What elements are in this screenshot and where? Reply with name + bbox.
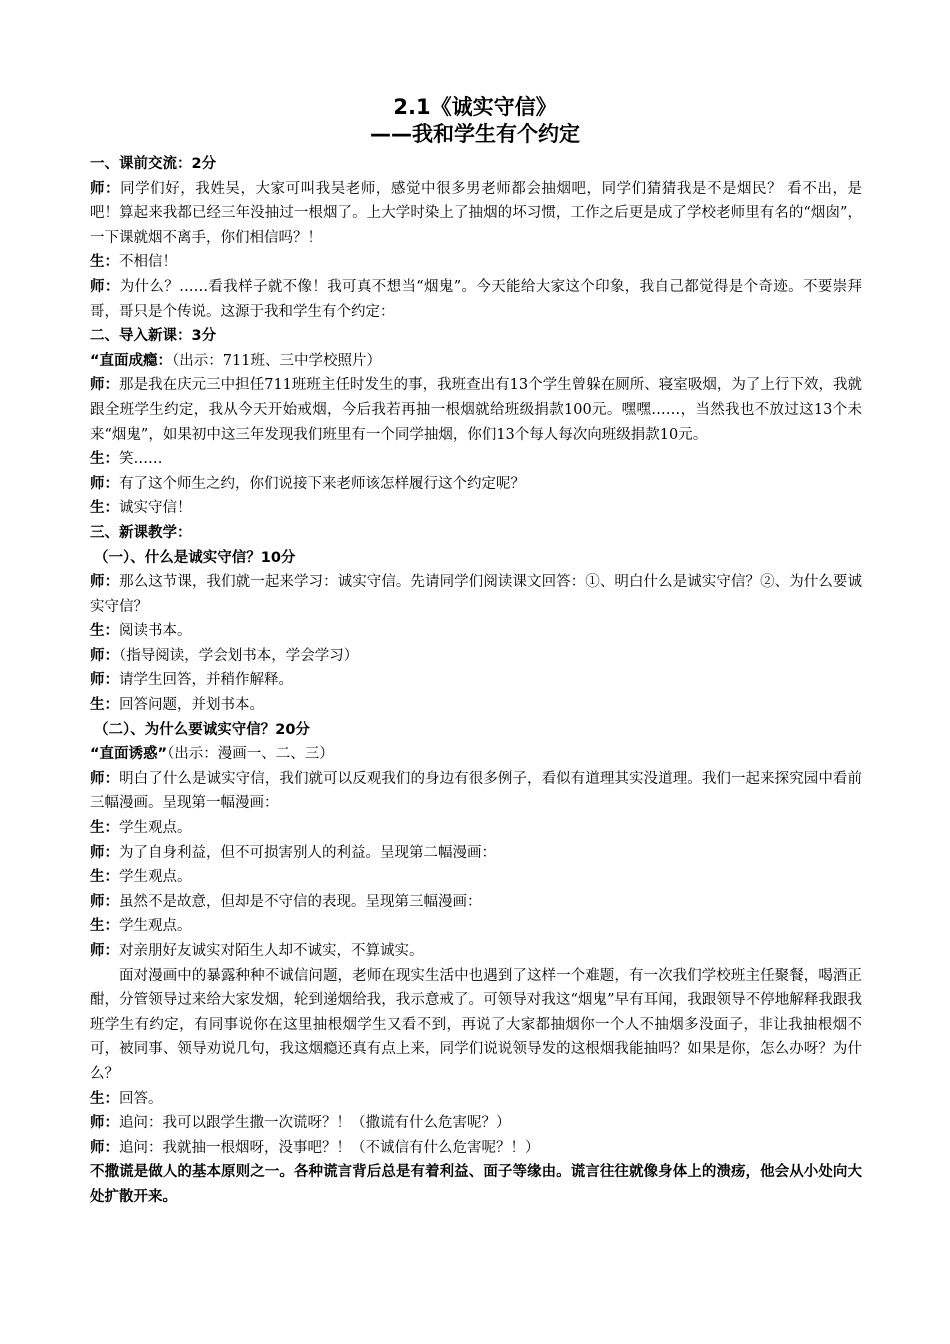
line-text: （指导阅读，学会划书本，学会学习） [119, 647, 359, 664]
speaker-student: 生： [90, 697, 119, 714]
speaker-teacher: 师： [90, 672, 119, 689]
dialogue-line [90, 1111, 862, 1136]
speaker-teacher: 师： [90, 893, 119, 910]
speaker-teacher: 师： [90, 647, 119, 664]
line-text: 为了自身利益，但不可损害别人的利益。呈现第二幅漫画： [119, 844, 496, 861]
dialogue-line [90, 890, 862, 915]
speaker-teacher: 师： [90, 770, 120, 787]
line-text: 学生观点。 [119, 820, 192, 837]
line-text: 回答问题，并划书本。 [119, 697, 264, 714]
line-text: 有了这个师生之约，你们说接下来老师该怎样履行这个约定呢？ [119, 475, 525, 492]
speaker-teacher: 师： [90, 1115, 119, 1132]
line-text: 对亲朋好友诚实对陌生人却不诚实，不算诚实。 [119, 943, 424, 959]
line-text: 学生观点。 [119, 918, 192, 935]
speaker-student: 生： [90, 254, 119, 271]
line-text: 追问：我就抽一根烟呀，没事吧？！（不诚信有什么危害呢？！） [119, 1139, 540, 1156]
dialogue-line [90, 447, 862, 472]
subsection-heading-1: （一）、什么是诚实守信？10分 [94, 549, 296, 566]
dialogue-line [90, 668, 862, 693]
speaker-student: 生： [90, 623, 119, 640]
narrative-paragraph: 面对漫画中的暴露种种不诚信问题，老师在现实生活中也遇到了这样一个难题，有一次我们学校班主任聚餐，喝酒正酣，分管领导过来给大家发烟，轮到递烟给我，我示意戒了。可领导对我这“烟鬼”早有耳闻，我跟领导不停地解释我跟我班学生有约定，有同事说你在这里抽根烟学生又看不到，再说了大家都抽烟你一个人不抽烟多没面子，非让我抽根烟不可，被同事、领导劝说几句，我这烟瘾还真有点上来，同学们说说领导发的这根烟我能抽吗？如果是你，怎么办呀？为什么？ [90, 967, 862, 1082]
activity-line [90, 742, 862, 767]
dialogue-line [90, 472, 862, 497]
speaker-student: 生： [90, 869, 119, 886]
speaker-teacher: 师： [90, 943, 119, 959]
speaker-student: 生： [90, 820, 119, 837]
subsection-heading-2: （二）、为什么要诚实守信？20分 [94, 721, 310, 738]
activity-title: “直面诱惑” [90, 746, 168, 763]
activity-note: （出示：711班、三中学校照片） [172, 352, 381, 369]
speaker-student: 生： [90, 451, 119, 468]
speaker-teacher: 师： [90, 278, 120, 295]
dialogue-line [90, 865, 862, 890]
speaker-teacher: 师： [90, 574, 120, 591]
speaker-student: 生： [90, 1090, 119, 1107]
dialogue-line [90, 1087, 862, 1112]
line-text: 学生观点。 [119, 869, 192, 886]
dialogue-line [90, 177, 862, 251]
line-text: 不相信！ [119, 254, 177, 271]
document-title: 2.1《诚实守信》 [393, 95, 557, 119]
speaker-student: 生： [90, 500, 119, 517]
dialogue-line [90, 914, 862, 939]
section-heading-1: 一、课前交流：2分 [90, 156, 217, 172]
dialogue-line [90, 939, 862, 964]
line-text: 明白了什么是诚实守信，我们就可以反观我们的身边有很多例子，看似有道理其实没道理。我们一起来探究园中看前三幅漫画。呈现第一幅漫画： [90, 770, 863, 812]
dialogue-line [90, 693, 862, 718]
dialogue-line [90, 644, 862, 669]
conclusion-paragraph: 不撒谎是做人的基本原则之一。各种谎言背后总是有着利益、面子等缘由。谎言往往就像身体上的溃疡，他会从小处向大处扩散开来。 [90, 1164, 862, 1205]
dialogue-line [90, 250, 862, 275]
line-text: 请学生回答，并稍作解释。 [119, 672, 293, 689]
speaker-teacher: 师： [90, 475, 119, 492]
dialogue-line [90, 275, 862, 324]
dialogue-line [90, 1136, 862, 1161]
activity-note: （出示：漫画一、二、三） [167, 746, 334, 763]
line-text: 阅读书本。 [119, 623, 192, 640]
line-text: 笑…… [119, 451, 163, 468]
dialogue-line [90, 841, 862, 866]
speaker-teacher: 师： [90, 1139, 119, 1156]
activity-line [90, 349, 862, 374]
dialogue-line [90, 496, 862, 521]
document-body [90, 152, 862, 1210]
dialogue-line [90, 619, 862, 644]
dialogue-line [90, 816, 862, 841]
speaker-teacher: 师： [90, 844, 119, 861]
section-heading-3: 三、新课教学： [90, 524, 192, 541]
speaker-teacher: 师： [90, 180, 121, 197]
line-text: 追问：我可以跟学生撒一次谎呀？！（撒谎有什么危害呢？） [119, 1115, 511, 1132]
line-text: 回答。 [119, 1090, 163, 1107]
dialogue-line [90, 570, 862, 619]
section-heading-2: 二、导入新课：3分 [90, 328, 217, 345]
speaker-student: 生： [90, 918, 119, 935]
line-text: 那是我在庆元三中担任711班班主任时发生的事，我班查出有13个学生曾躲在厕所、寝室吸烟，为了上行下效，我就跟全班学生约定，我从今天开始戒烟，今后我若再抽一根烟就给班级捐款100元。嘿嘿……，当然我也不放过这13个未来“烟鬼”，如果初中这三年发现我们班里有一个同学抽烟，你们13个每人每次向班级捐款10元。 [90, 377, 863, 443]
line-text: 同学们好，我姓吴，大家可叫我吴老师，感觉中很多男老师都会抽烟吧，同学们猜猜我是不是烟民？ 看不出，是吧！算起来我都已经三年没抽过一根烟了。上大学时染上了抽烟的坏习惯，工作之后更是成了学校老师里有名的“烟囱”，一下课就烟不离手，你们相信吗？！ [90, 180, 862, 246]
line-text: 那么这节课，我们就一起来学习：诚实守信。先请同学们阅读课文回答：①、明白什么是诚实守信？②、为什么要诚实守信？ [90, 574, 863, 615]
speaker-teacher: 师： [90, 377, 120, 394]
document-subtitle: ——我和学生有个约定 [370, 122, 580, 146]
line-text: 为什么？……看我样子就不像！我可真不想当“烟鬼”。今天能给大家这个印象，我自己都觉得是个奇迹。不要崇拜哥，哥只是个传说。这源于我和学生有个约定： [90, 278, 863, 320]
line-text: 虽然不是故意，但却是不守信的表现。呈现第三幅漫画： [119, 893, 482, 910]
line-text: 诚实守信！ [119, 500, 192, 517]
dialogue-line [90, 767, 862, 816]
activity-title: “直面成瘾： [90, 352, 173, 369]
dialogue-line [90, 373, 862, 447]
